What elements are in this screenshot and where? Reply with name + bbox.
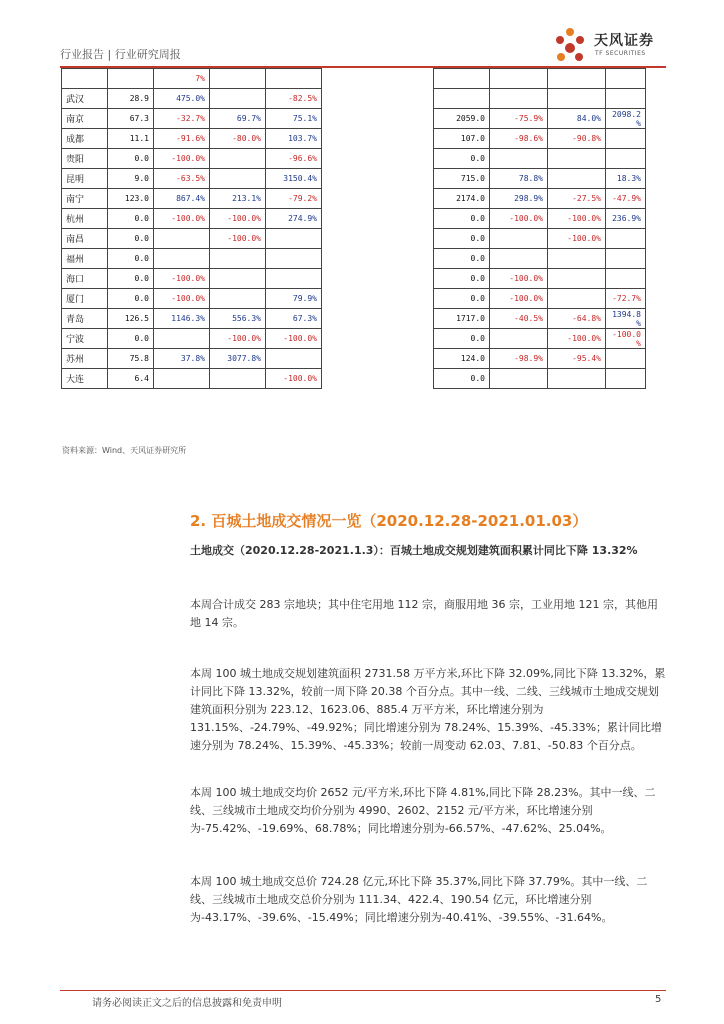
value-cell: 274.9% bbox=[266, 209, 322, 229]
value-cell: 0.0 bbox=[434, 149, 490, 169]
table-row bbox=[434, 229, 646, 249]
city-cell: 南京 bbox=[62, 109, 108, 129]
value-cell: 2174.0 bbox=[434, 189, 490, 209]
table-row bbox=[434, 309, 646, 329]
value-cell: 0.0 bbox=[434, 289, 490, 309]
value-cell bbox=[490, 369, 548, 389]
value-cell: 126.5 bbox=[108, 309, 154, 329]
table-row bbox=[434, 129, 646, 149]
value-cell: 67.3% bbox=[266, 309, 322, 329]
table-row bbox=[62, 349, 322, 369]
value-cell: 3150.4% bbox=[266, 169, 322, 189]
table-row bbox=[62, 89, 322, 109]
value-part: -100.0 bbox=[612, 329, 641, 339]
table-row bbox=[62, 209, 322, 229]
value-cell bbox=[210, 249, 266, 269]
value-cell bbox=[548, 89, 606, 109]
table-row bbox=[62, 109, 322, 129]
value-cell bbox=[548, 169, 606, 189]
value-cell: -63.5% bbox=[154, 169, 210, 189]
value-cell: -32.7% bbox=[154, 109, 210, 129]
footer-disclaimer: 请务必阅读正文之后的信息披露和免责申明 bbox=[92, 998, 282, 1009]
city-cell: 武汉 bbox=[62, 89, 108, 109]
value-cell: -100.0% bbox=[154, 149, 210, 169]
value-cell: 0.0 bbox=[434, 249, 490, 269]
table-row bbox=[434, 109, 646, 129]
table-row bbox=[62, 329, 322, 349]
table-row bbox=[62, 229, 322, 249]
value-cell: -75.9% bbox=[490, 109, 548, 129]
value-cell: 84.0% bbox=[548, 109, 606, 129]
table-row bbox=[434, 189, 646, 209]
value-cell: 2059.0 bbox=[434, 109, 490, 129]
value-cell: 0.0 bbox=[434, 369, 490, 389]
value-cell bbox=[606, 89, 646, 109]
table-row bbox=[62, 289, 322, 309]
logo-text-cn: 天风证券 bbox=[594, 33, 654, 49]
value-cell bbox=[606, 369, 646, 389]
value-cell bbox=[606, 269, 646, 289]
value-cell bbox=[548, 369, 606, 389]
value-cell: 475.0% bbox=[154, 89, 210, 109]
value-cell bbox=[606, 249, 646, 269]
city-cell: 苏州 bbox=[62, 349, 108, 369]
value-part: 2098.2 bbox=[612, 109, 641, 119]
value-cell bbox=[434, 89, 490, 109]
city-cell: 厦门 bbox=[62, 289, 108, 309]
table-row bbox=[434, 209, 646, 229]
paragraph: 本周 100 城土地成交总价 724.28 亿元,环比下降 35.37%,同比下降 37.79%。其中一线、二线、三线城市土地成交总价分别为 111.34、422.4、190.54 亿元，环比增速分别为-43.17%、-39.6%、-15.49%；同比增速分别为-40.41%、-39.55%、-31.64%。 bbox=[190, 875, 648, 924]
value-cell bbox=[154, 229, 210, 249]
value-cell: 1717.0 bbox=[434, 309, 490, 329]
table-row bbox=[62, 149, 322, 169]
header-title: 行业报告 | 行业研究周报 bbox=[60, 48, 181, 61]
value-cell: -80.0% bbox=[210, 129, 266, 149]
value-cell: 78.8% bbox=[490, 169, 548, 189]
value-cell: -72.7% bbox=[606, 289, 646, 309]
value-cell: 9.0 bbox=[108, 169, 154, 189]
table-row bbox=[434, 89, 646, 109]
value-cell: 75.1% bbox=[266, 109, 322, 129]
value-cell: 1146.3% bbox=[154, 309, 210, 329]
value-cell: 18.3% bbox=[606, 169, 646, 189]
value-cell: 7% bbox=[154, 69, 210, 89]
city-cell: 福州 bbox=[62, 249, 108, 269]
city-cell: 宁波 bbox=[62, 329, 108, 349]
value-cell bbox=[490, 89, 548, 109]
table-row bbox=[62, 369, 322, 389]
city-cell: 南昌 bbox=[62, 229, 108, 249]
value-cell bbox=[154, 249, 210, 269]
value-cell: 3077.8% bbox=[210, 349, 266, 369]
value-cell: 0.0 bbox=[108, 329, 154, 349]
page-number: 5 bbox=[655, 994, 662, 1005]
value-cell: 213.1% bbox=[210, 189, 266, 209]
left-data-table bbox=[61, 68, 322, 389]
footer-divider bbox=[60, 990, 666, 991]
value-cell: 37.8% bbox=[154, 349, 210, 369]
value-cell: 6.4 bbox=[108, 369, 154, 389]
paragraph: 本周 100 城土地成交规划建筑面积 2731.58 万平方米,环比下降 32.09%,同比下降 13.32%，累计同比下降 13.32%，较前一周下降 20.38 个百分点。其中一线、二线、三线城市土地成交规划建筑面积分别为 223.12、1623.06、885.4 万平方米，环比增速分别为 131.15%、-24.79%、-49.92%；同比增速分别为 78.24%、15.39%、-45.33%；累计同比增速分别为 78.24%、15.39%、-45.33%；较前一周变动 62.03、7.81、-50.83 个百分点。 bbox=[190, 667, 666, 752]
table-row bbox=[434, 269, 646, 289]
value-cell bbox=[490, 149, 548, 169]
table-row bbox=[434, 329, 646, 349]
value-cell: -98.9% bbox=[490, 349, 548, 369]
value-cell bbox=[548, 269, 606, 289]
value-cell: 0.0 bbox=[434, 209, 490, 229]
paragraph: 本周 100 城土地成交均价 2652 元/平方米,环比下降 4.81%,同比下降 28.23%。其中一线、二线、三线城市土地成交均价分别为 4990、2602、2152 元/平方米，环比增速分别为-75.42%、-19.69%、68.78%；同比增速分别为-66.57%、-47.62%、25.04%。 bbox=[190, 786, 656, 835]
city-cell: 贵阳 bbox=[62, 149, 108, 169]
table-row bbox=[434, 289, 646, 309]
value-cell: -100.0% bbox=[490, 269, 548, 289]
value-cell: 0.0 bbox=[108, 269, 154, 289]
value-cell: -91.6% bbox=[154, 129, 210, 149]
page-header bbox=[60, 33, 666, 66]
value-cell: -100.0% bbox=[490, 209, 548, 229]
company-logo bbox=[546, 22, 666, 66]
value-part: 1394.8 bbox=[612, 309, 641, 319]
value-cell bbox=[606, 309, 646, 329]
value-cell: 715.0 bbox=[434, 169, 490, 189]
paragraph: 本周合计成交 283 宗地块；其中住宅用地 112 宗，商服用地 36 宗，工业用地 121 宗，其他用地 14 宗。 bbox=[190, 598, 658, 629]
value-cell: -100.0% bbox=[548, 209, 606, 229]
value-cell bbox=[210, 269, 266, 289]
value-cell bbox=[210, 149, 266, 169]
value-cell: -100.0% bbox=[154, 289, 210, 309]
table-row bbox=[434, 149, 646, 169]
value-cell bbox=[490, 329, 548, 349]
value-cell bbox=[266, 349, 322, 369]
city-cell: 青岛 bbox=[62, 309, 108, 329]
section-title: 2. 百城土地成交情况一览（2020.12.28-2021.01.03） bbox=[190, 512, 588, 530]
section-subtitle: 土地成交（2020.12.28-2021.1.3）：百城土地成交规划建筑面积累计同比下降 13.32% bbox=[190, 544, 638, 557]
value-cell bbox=[210, 89, 266, 109]
value-cell bbox=[606, 149, 646, 169]
city-cell: 昆明 bbox=[62, 169, 108, 189]
value-cell: -47.9% bbox=[606, 189, 646, 209]
value-cell: -64.8% bbox=[548, 309, 606, 329]
value-cell: -95.4% bbox=[548, 349, 606, 369]
value-part: % bbox=[636, 338, 641, 348]
city-cell: 大连 bbox=[62, 369, 108, 389]
table-row bbox=[434, 249, 646, 269]
value-cell: -100.0% bbox=[548, 229, 606, 249]
table-row bbox=[434, 69, 646, 89]
city-cell: 成都 bbox=[62, 129, 108, 149]
value-cell bbox=[266, 269, 322, 289]
value-cell bbox=[548, 149, 606, 169]
value-cell: 67.3 bbox=[108, 109, 154, 129]
value-cell bbox=[606, 349, 646, 369]
value-cell bbox=[548, 289, 606, 309]
value-cell: -100.0% bbox=[210, 329, 266, 349]
value-cell: -79.2% bbox=[266, 189, 322, 209]
value-cell: -96.6% bbox=[266, 149, 322, 169]
value-cell bbox=[210, 369, 266, 389]
value-cell: 0.0 bbox=[434, 229, 490, 249]
value-cell: 124.0 bbox=[434, 349, 490, 369]
value-cell bbox=[490, 69, 548, 89]
value-cell: 28.9 bbox=[108, 89, 154, 109]
value-cell bbox=[154, 329, 210, 349]
value-cell: -98.6% bbox=[490, 129, 548, 149]
value-cell: -100.0% bbox=[490, 289, 548, 309]
value-cell: 107.0 bbox=[434, 129, 490, 149]
value-cell bbox=[490, 229, 548, 249]
city-cell bbox=[62, 69, 108, 89]
table-row bbox=[62, 269, 322, 289]
value-cell: -82.5% bbox=[266, 89, 322, 109]
logo-text-en: TF SECURITIES bbox=[595, 50, 646, 57]
value-cell: 236.9% bbox=[606, 209, 646, 229]
value-cell: -100.0% bbox=[548, 329, 606, 349]
table-source-note: 资料来源：Wind、天风证券研究所 bbox=[62, 446, 187, 455]
value-cell: -90.8% bbox=[548, 129, 606, 149]
value-cell bbox=[548, 249, 606, 269]
value-cell: 867.4% bbox=[154, 189, 210, 209]
table-row bbox=[62, 249, 322, 269]
value-cell bbox=[210, 169, 266, 189]
value-cell: -100.0% bbox=[266, 369, 322, 389]
value-cell bbox=[266, 229, 322, 249]
value-cell: -100.0% bbox=[154, 269, 210, 289]
city-cell: 杭州 bbox=[62, 209, 108, 229]
table-row bbox=[62, 189, 322, 209]
value-cell: 0.0 bbox=[108, 209, 154, 229]
value-cell: -100.0% bbox=[210, 209, 266, 229]
value-cell: 69.7% bbox=[210, 109, 266, 129]
logo-mark-icon bbox=[550, 26, 590, 66]
value-cell bbox=[548, 69, 606, 89]
value-cell: 103.7% bbox=[266, 129, 322, 149]
value-cell: 298.9% bbox=[490, 189, 548, 209]
value-cell: -100.0% bbox=[210, 229, 266, 249]
city-cell: 海口 bbox=[62, 269, 108, 289]
value-cell: -27.5% bbox=[548, 189, 606, 209]
value-cell: 0.0 bbox=[434, 329, 490, 349]
value-cell bbox=[490, 249, 548, 269]
value-part: % bbox=[636, 118, 641, 128]
value-cell: 0.0 bbox=[434, 269, 490, 289]
value-cell bbox=[606, 69, 646, 89]
table-row bbox=[62, 69, 322, 89]
value-cell: 0.0 bbox=[108, 149, 154, 169]
value-cell bbox=[154, 369, 210, 389]
table-row bbox=[62, 309, 322, 329]
value-cell bbox=[606, 329, 646, 349]
value-cell: 11.1 bbox=[108, 129, 154, 149]
city-cell: 南宁 bbox=[62, 189, 108, 209]
value-cell: 79.9% bbox=[266, 289, 322, 309]
value-cell: -100.0% bbox=[266, 329, 322, 349]
value-cell: 0.0 bbox=[108, 249, 154, 269]
value-cell bbox=[606, 109, 646, 129]
value-cell: 75.8 bbox=[108, 349, 154, 369]
value-cell bbox=[210, 69, 266, 89]
value-cell bbox=[266, 249, 322, 269]
value-cell bbox=[210, 289, 266, 309]
value-cell bbox=[108, 69, 154, 89]
table-row bbox=[62, 129, 322, 149]
value-cell: -40.5% bbox=[490, 309, 548, 329]
value-cell: 0.0 bbox=[108, 289, 154, 309]
value-cell bbox=[266, 69, 322, 89]
value-cell: 123.0 bbox=[108, 189, 154, 209]
table-row bbox=[62, 169, 322, 189]
value-cell bbox=[606, 229, 646, 249]
value-cell bbox=[434, 69, 490, 89]
value-cell: 0.0 bbox=[108, 229, 154, 249]
table-row bbox=[434, 169, 646, 189]
value-cell: 556.3% bbox=[210, 309, 266, 329]
value-cell bbox=[606, 129, 646, 149]
table-row bbox=[434, 369, 646, 389]
value-cell: -100.0% bbox=[154, 209, 210, 229]
right-data-table bbox=[433, 68, 646, 389]
value-part: % bbox=[636, 318, 641, 328]
table-row bbox=[434, 349, 646, 369]
